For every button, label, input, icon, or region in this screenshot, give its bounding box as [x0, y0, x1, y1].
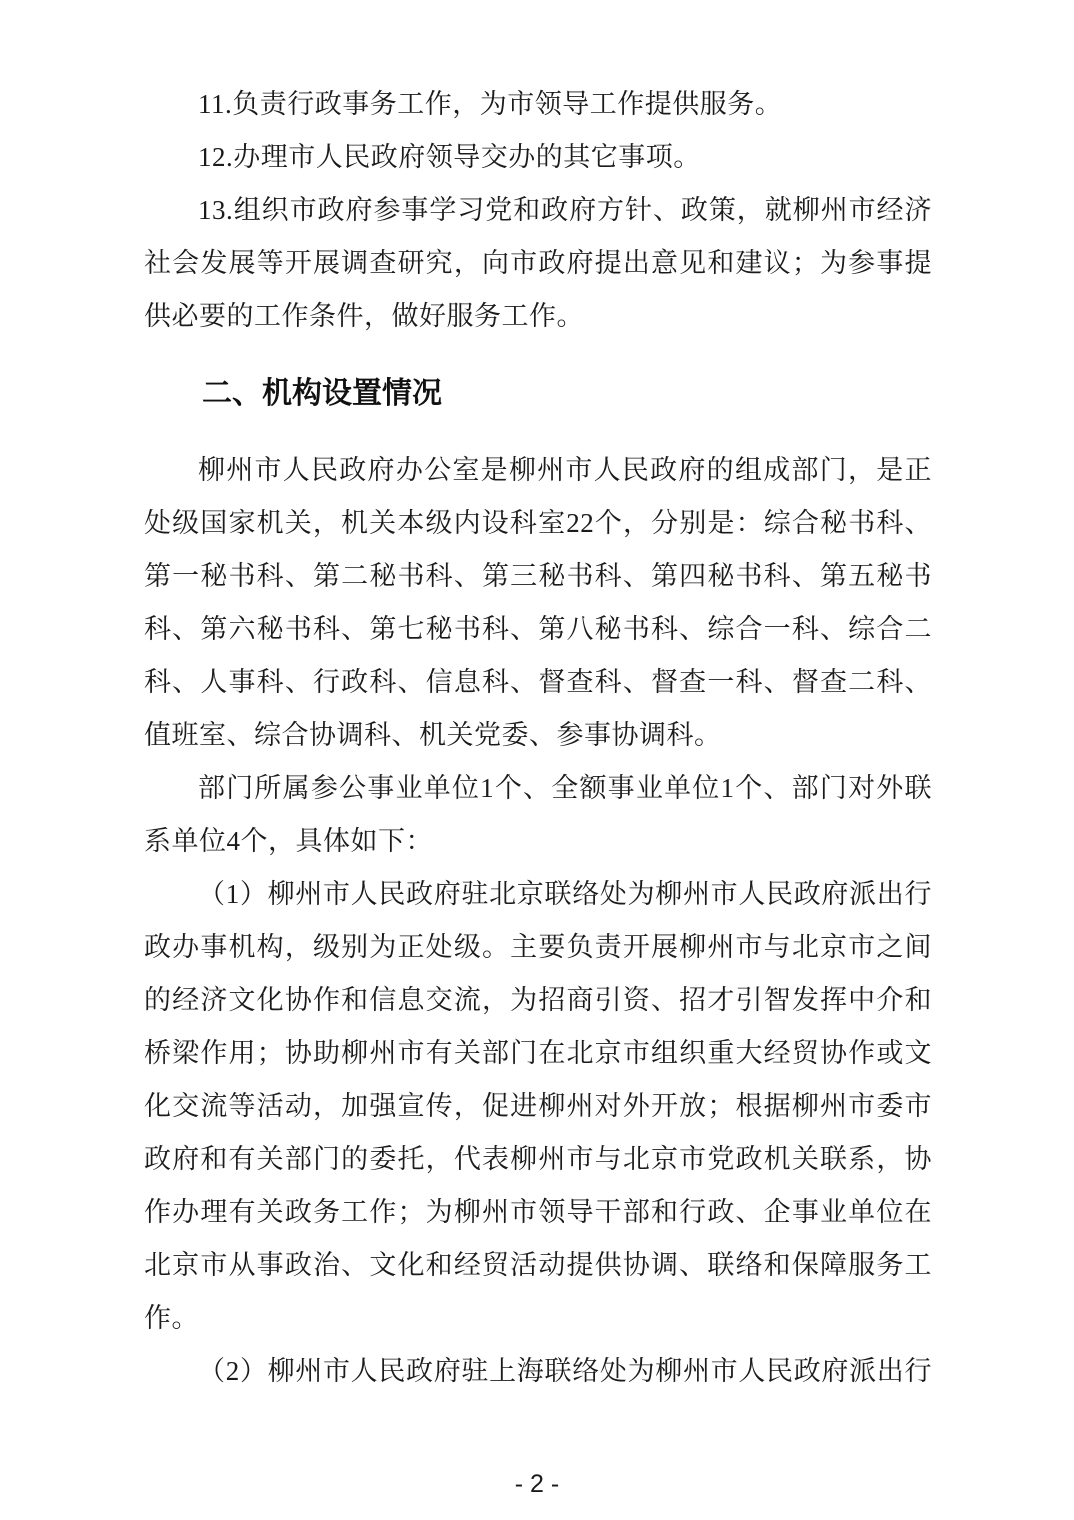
text-line: 化交流等活动，加强宣传，促进柳州对外开放；根据柳州市委市 [144, 1091, 932, 1121]
text-line: 政办事机构，级别为正处级。主要负责开展柳州市与北京市之间 [144, 932, 932, 962]
text-line: 柳州市人民政府办公室是柳州市人民政府的组成部门，是正 [198, 455, 932, 485]
text-line: 社会发展等开展调查研究，向市政府提出意见和建议；为参事提 [144, 248, 932, 278]
text-line: 11.负责行政事务工作，为市领导工作提供服务。 [198, 89, 783, 119]
text-line: 供必要的工作条件，做好服务工作。 [144, 301, 584, 331]
text-line: 的经济文化协作和信息交流，为招商引资、招才引智发挥中介和 [144, 985, 932, 1015]
text-line: 作办理有关政务工作；为柳州市领导干部和行政、企事业单位在 [144, 1197, 932, 1227]
text-line: 科、人事科、行政科、信息科、督查科、督查一科、督查二科、 [144, 667, 932, 697]
text-line: （1）柳州市人民政府驻北京联络处为柳州市人民政府派出行 [198, 879, 932, 909]
text-line: 值班室、综合协调科、机关党委、参事协调科。 [144, 720, 722, 750]
text-line: 第一秘书科、第二秘书科、第三秘书科、第四秘书科、第五秘书 [144, 561, 932, 591]
page-number: - 2 - [514, 1470, 560, 1498]
text-line: 部门所属参公事业单位1个、全额事业单位1个、部门对外联 [198, 773, 932, 803]
text-line: （2）柳州市人民政府驻上海联络处为柳州市人民政府派出行 [198, 1356, 932, 1386]
text-line: 桥梁作用；协助柳州市有关部门在北京市组织重大经贸协作或文 [144, 1038, 932, 1068]
text-line: 13.组织市政府参事学习党和政府方针、政策，就柳州市经济 [198, 195, 932, 225]
text-line: 政府和有关部门的委托，代表柳州市与北京市党政机关联系，协 [144, 1144, 932, 1174]
text-line: 12.办理市人民政府领导交办的其它事项。 [198, 142, 701, 172]
text-line: 北京市从事政治、文化和经贸活动提供协调、联络和保障服务工 [144, 1250, 932, 1280]
text-line: 作。 [144, 1303, 199, 1333]
document-body [144, 78, 932, 1398]
section-heading: 二、机构设置情况 [202, 377, 442, 410]
text-line: 处级国家机关，机关本级内设科室22个，分别是：综合秘书科、 [144, 508, 932, 538]
text-line: 科、第六秘书科、第七秘书科、第八秘书科、综合一科、综合二 [144, 614, 932, 644]
text-line: 系单位4个，具体如下： [144, 826, 433, 856]
